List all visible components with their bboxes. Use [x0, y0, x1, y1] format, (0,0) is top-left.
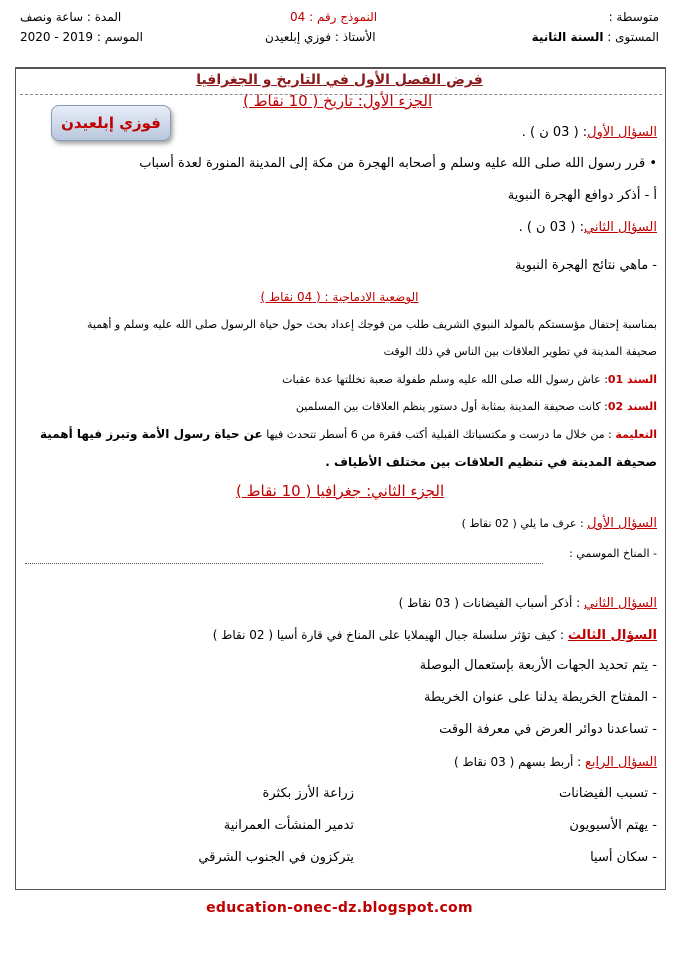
history-q2	[519, 220, 657, 235]
geography-q3	[213, 628, 657, 643]
integration-line-2: صحيفة المدينة في تطوير العلاقات بين الناس في ذلك الوقت	[383, 345, 657, 358]
instruction-line-2: صحيفة المدينة في تنظيم العلاقات بين مختلف الأطياف .	[325, 455, 657, 469]
document-2-text: : كانت صحيفة المدينة بمثابة أول دستور ينظم العلاقات بين المسلمين	[295, 400, 608, 413]
grade-label: المستوى :	[603, 30, 659, 44]
geography-q3-item-2: - المفتاح الخريطة يدلنا على عنوان الخريطة	[424, 690, 657, 705]
geography-q4-label: السؤال الرابع	[585, 755, 657, 770]
answer-line	[25, 563, 543, 564]
grade-level	[532, 30, 659, 44]
match-left-3: - سكان أسيا	[590, 850, 657, 865]
history-q2-task: - ماهي نتائج الهجرة النبوية	[514, 258, 657, 273]
geography-q3-item-3: - تساعدنا دوائر العرض في معرفة الوقت	[439, 722, 657, 737]
document-2-label: السند 02	[607, 400, 657, 413]
geography-title: الجزء الثاني: جغرافيا ( 10 نقاط )	[236, 482, 445, 500]
geography-q1-text: : عرف ما يلي ( 02 نقاط )	[461, 517, 588, 530]
geography-q4-text: : أربط بسهم ( 03 نقاط )	[454, 755, 586, 769]
geography-q3-label: السؤال الثالث	[567, 628, 657, 643]
footer-site: education-onec-dz.blogspot.com	[206, 900, 473, 916]
history-q1	[522, 125, 657, 140]
school-season: الموسم : 2019 - 2020	[20, 30, 143, 44]
match-right-1: زراعة الأرز بكثرة	[262, 786, 354, 801]
history-q1-task: أ - أذكر دوافع الهجرة النبوية	[507, 188, 657, 203]
model-number: النموذج رقم : 04	[290, 10, 378, 24]
exam-duration: المدة : ساعة ونصف	[20, 10, 122, 24]
geography-q2-text: : أذكر أسباب الفيضانات ( 03 نقاط )	[398, 596, 584, 610]
geography-q1-label: السؤال الأول	[587, 516, 657, 531]
document-1-label: السند 01	[607, 373, 657, 386]
document-1	[282, 373, 657, 386]
integration-title: الوضعية الادماجية : ( 04 نقاط )	[260, 290, 419, 304]
geography-q4	[454, 755, 657, 770]
geography-q3-item-1: - يتم تحديد الجهات الأربعة بإستعمال البوصلة	[419, 658, 657, 673]
instruction	[40, 427, 657, 441]
teacher-badge: فوزي إبلعيدن	[51, 105, 171, 141]
match-left-1: - تسبب الفيضانات	[559, 786, 657, 801]
grade-value: السنة الثانية	[531, 30, 604, 44]
match-left-2: - يهتم الأسيويون	[569, 818, 657, 833]
geography-q3-text: : كيف تؤثر سلسلة جبال الهيملايا على المناخ في قارة أسيا ( 02 نقاط )	[212, 628, 568, 642]
document-1-text: : عاش رسول الله صلى الله عليه وسلم طفولة صعبة تخللتها عدة عقبات	[282, 373, 608, 386]
history-q1-points: : ( 03 ن ) .	[521, 125, 588, 140]
history-title: الجزء الأول: تاريخ ( 10 نقاط )	[243, 92, 433, 110]
geography-q1	[462, 516, 657, 531]
geography-q2	[399, 596, 657, 611]
history-q1-label: السؤال الأول	[587, 125, 657, 140]
instruction-text-b: عن حياة رسول الأمة وتبرز فيها أهمية	[40, 427, 263, 441]
history-q2-points: : ( 03 ن ) .	[518, 220, 584, 235]
match-right-3: يتركزون في الجنوب الشرقي	[198, 850, 354, 865]
school-level: متوسطة :	[608, 10, 659, 24]
history-q2-label: السؤال الثاني	[584, 220, 657, 235]
instruction-label: التعليمة	[615, 428, 657, 441]
exam-title: فرض الفصل الأول في التاريخ و الجغرافيا	[196, 72, 483, 88]
geography-q2-label: السؤال الثاني	[584, 596, 657, 611]
history-q1-intro: • قرر رسول الله صلى الله عليه وسلم و أصحابه الهجرة من مكة إلى المدينة المنورة لعدة أسباب	[139, 156, 657, 171]
integration-line-1: بمناسبة إحتفال مؤسستكم بالمولد النبوي الشريف طلب من فوجك إعداد بحث حول حياة الرسول صلى الله عليه وسلم و أهمية	[87, 318, 657, 331]
geography-q1-item: - المناخ الموسمي :	[569, 547, 657, 560]
match-right-2: تدمير المنشأت العمرانية	[223, 818, 354, 833]
instruction-text-a: : من خلال ما درست و مكتسباتك القبلية أكتب فقرة من 6 أسطر تتحدث فيها	[262, 428, 616, 441]
document-2	[296, 400, 657, 413]
teacher-name: الأستاذ : فوزي إبلعيدن	[265, 30, 376, 44]
